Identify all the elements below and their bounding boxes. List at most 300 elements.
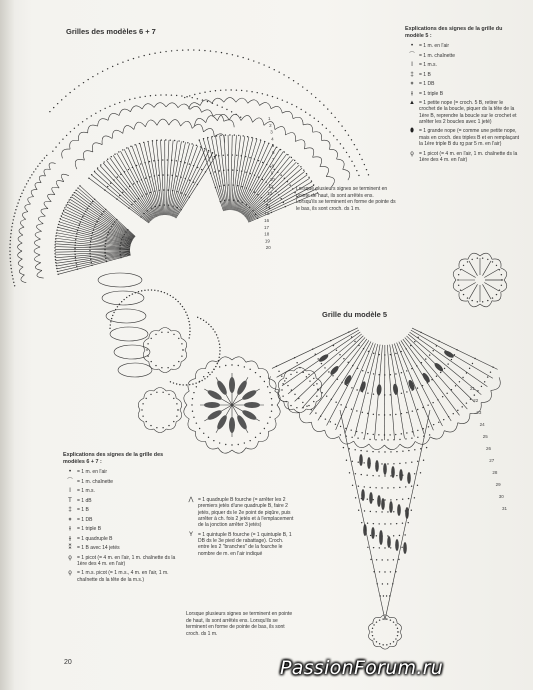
chain-dot: [44, 157, 45, 158]
chain-dot: [501, 285, 502, 286]
chain-dot: [146, 349, 147, 350]
chain-loop: [303, 124, 313, 132]
chain-dot: [159, 190, 160, 191]
chain-dot: [282, 99, 283, 100]
chain-dot: [481, 386, 482, 387]
chain-dot: [13, 219, 14, 220]
chain-loop: [229, 114, 241, 120]
chain-dot: [225, 89, 226, 90]
chain-loop: [299, 413, 311, 423]
chain-dot: [145, 96, 146, 97]
stitch-stroke: [228, 135, 230, 210]
chain-dot: [324, 367, 325, 368]
chain-dot: [249, 440, 250, 441]
chain-dot: [284, 178, 285, 179]
chain-loop: [44, 201, 51, 208]
nope-fill: [359, 381, 367, 393]
chain-dot: [204, 92, 205, 93]
chain-dot: [11, 271, 12, 272]
chain-dot: [272, 96, 273, 97]
nope-fill: [369, 492, 373, 504]
chain-dot: [144, 290, 145, 291]
chain-dot: [373, 373, 374, 374]
chain-dot: [75, 257, 76, 258]
chain-dot: [228, 184, 229, 185]
chain-dot: [174, 140, 175, 141]
chain-dot: [138, 198, 139, 199]
chain-dot: [340, 143, 341, 144]
chain-dot: [393, 621, 394, 622]
chain-dot: [180, 176, 181, 177]
chain-loop: [61, 174, 68, 181]
chain-loop: [52, 187, 59, 194]
chain-dot: [229, 134, 230, 135]
chain-dot: [122, 236, 123, 237]
chain-dot: [116, 219, 117, 220]
chain-dot: [329, 131, 330, 132]
chain-loop: [144, 422, 154, 430]
legend-model-5-heading: Explications des signes de la grille du modèle 5 :: [405, 26, 503, 39]
chain-dot: [111, 226, 112, 227]
chain-dot: [213, 369, 214, 370]
chain-dot: [283, 74, 284, 75]
chain-dot: [210, 50, 211, 51]
chain-dot: [172, 190, 173, 191]
chain-dot: [225, 365, 226, 366]
chain-dot: [218, 340, 219, 341]
chain-dot: [208, 372, 209, 373]
row-number: 20: [265, 245, 271, 251]
chain-loop: [304, 148, 313, 158]
chain-dot: [110, 321, 111, 322]
chain-dot: [121, 239, 122, 240]
chain-dot: [313, 401, 314, 402]
chain-dot: [189, 334, 190, 335]
chain-dot: [149, 176, 150, 177]
chain-dot: [78, 85, 79, 86]
chain-dot: [86, 118, 87, 119]
chain-loop: [130, 106, 142, 112]
chain-dot: [376, 559, 377, 560]
chain-dot: [241, 186, 242, 187]
chain-dot: [61, 215, 62, 216]
chain-dot: [106, 237, 107, 238]
chain-dot: [359, 154, 360, 155]
chain-dot: [101, 213, 102, 214]
chain-dot: [271, 398, 272, 399]
chain-dot: [171, 160, 172, 161]
chain-dot: [189, 327, 190, 328]
chain-dot: [366, 450, 367, 451]
chain-dot: [184, 97, 185, 98]
chain-dot: [91, 174, 92, 175]
stitch-stroke: [89, 178, 149, 223]
chain-dot: [390, 547, 391, 548]
chain-loop: [28, 197, 34, 204]
chain-dot: [49, 111, 50, 112]
stitch-stroke: [405, 338, 468, 409]
chain-dot: [193, 165, 194, 166]
chain-dot: [204, 50, 205, 51]
chain-dot: [284, 151, 285, 152]
legend-item-text: = 1 picot (= 4 m. en l'air, 1 m. chaînette ds la 1ère des 4 m. en l'air): [419, 150, 518, 163]
chain-dot: [118, 151, 119, 152]
chain-dot: [176, 50, 177, 51]
chain-dot: [162, 427, 163, 428]
chain-dot: [390, 414, 391, 415]
chain-dot: [196, 145, 197, 146]
chain-loop: [282, 111, 293, 118]
legend-item-text: = 1 petite nope (= croch. 5 B, retirer le crochet de la boucle, piquer ds la tête de la 1ère B, reprendre la boucle sur le crochet et arrêter les 2 boucles avec 1 jeté): [419, 100, 517, 125]
chain-loop: [98, 119, 108, 126]
chain-dot: [15, 209, 16, 210]
chain-dot: [87, 79, 88, 80]
chain-dot: [384, 451, 385, 452]
chain-dot: [373, 414, 374, 415]
chain-dot: [82, 121, 83, 122]
chain-dot: [309, 114, 310, 115]
chain-dot: [56, 268, 57, 269]
chain-dot: [176, 175, 177, 176]
chain-dot: [282, 395, 283, 396]
chain-dot: [9, 243, 10, 244]
chain-dot: [285, 206, 286, 207]
chain-dot: [178, 140, 179, 141]
chain-dot: [251, 91, 252, 92]
chain-dot: [351, 161, 352, 162]
chain-dot: [188, 321, 189, 322]
chain-dot: [362, 412, 363, 413]
chain-loop: [159, 327, 171, 330]
chain-dot: [192, 383, 193, 384]
chain-loop: [118, 363, 152, 377]
chain-dot: [46, 155, 47, 156]
chain-loop: [36, 224, 43, 232]
legend-item: [405, 128, 520, 147]
stitch-symbol-icon: ϙ: [410, 150, 414, 157]
chain-loop: [369, 444, 384, 450]
chain-dot: [77, 268, 78, 269]
nope-fill: [343, 374, 353, 386]
chain-loop: [134, 122, 145, 129]
chain-dot: [356, 149, 357, 150]
chain-dot: [119, 102, 120, 103]
chain-dot: [232, 54, 233, 55]
chain-dot: [315, 412, 316, 413]
chain-dot: [81, 219, 82, 220]
stitch-stroke: [385, 410, 430, 620]
legend-item-text: = 1 dB: [77, 497, 92, 504]
chain-dot: [242, 57, 243, 58]
chain-dot: [134, 201, 135, 202]
chain-loop: [22, 212, 28, 220]
chain-loop: [293, 117, 303, 125]
chain-dot: [417, 409, 418, 410]
chain-dot: [258, 160, 259, 161]
chain-dot: [256, 138, 257, 139]
chain-dot: [299, 367, 300, 368]
chain-loop: [232, 357, 246, 362]
chain-dot: [9, 250, 10, 251]
chain-dot: [255, 437, 256, 438]
chain-dot: [117, 64, 118, 65]
chain-dot: [129, 186, 130, 187]
chain-dot: [97, 167, 98, 168]
chain-dot: [76, 236, 77, 237]
chain-dot: [181, 95, 182, 96]
nope-fill: [389, 501, 393, 513]
chain-dot: [300, 166, 301, 167]
chain-dot: [148, 289, 149, 290]
chain-dot: [313, 378, 314, 379]
stitch-symbol-icon: ▲: [409, 100, 415, 107]
chain-dot: [224, 185, 225, 186]
chain-dot: [94, 171, 95, 172]
chain-dot: [231, 364, 232, 365]
chain-dot: [78, 227, 79, 228]
chain-dot: [104, 108, 105, 109]
chain-dot: [373, 353, 374, 354]
chain-dot: [260, 433, 261, 434]
chain-dot: [108, 231, 109, 232]
chain-dot: [157, 290, 158, 291]
stitch-symbol-icon: Y: [188, 531, 193, 538]
chain-loop: [44, 169, 50, 176]
chain-dot: [11, 226, 12, 227]
chain-dot: [399, 439, 400, 440]
chain-dot: [278, 72, 279, 73]
chain-dot: [442, 396, 443, 397]
chain-dot: [136, 165, 137, 166]
chain-loop: [119, 109, 130, 115]
chain-dot: [12, 223, 13, 224]
chain-dot: [314, 117, 315, 118]
chain-dot: [151, 361, 152, 362]
chain-dot: [275, 191, 276, 192]
chain-loop: [232, 448, 246, 453]
chain-dot: [217, 363, 218, 364]
chain-dot: [74, 245, 75, 246]
chain-dot: [249, 207, 250, 208]
chain-dot: [158, 160, 159, 161]
chain-dot: [318, 121, 319, 122]
chain-dot: [325, 418, 326, 419]
chain-dot: [247, 136, 248, 137]
chain-dot: [167, 332, 168, 333]
chain-loop: [35, 231, 42, 239]
chain-dot: [150, 394, 151, 395]
chain-dot: [232, 154, 233, 155]
chain-dot: [234, 134, 235, 135]
chain-dot: [231, 111, 232, 112]
nope-fill: [443, 349, 455, 359]
chain-loop: [369, 623, 373, 632]
chain-dot: [215, 366, 216, 367]
chain-dot: [75, 190, 76, 191]
chain-dot: [151, 289, 152, 290]
chain-loop: [106, 309, 146, 323]
chain-dot: [196, 422, 197, 423]
chain-dot: [220, 90, 221, 91]
chain-dot: [193, 417, 194, 418]
nope-fill: [367, 457, 371, 469]
legend-item: [405, 100, 520, 125]
chain-loop: [38, 216, 45, 224]
legend-item-text: = 1 m.s.: [419, 62, 437, 69]
row-number: 8: [271, 163, 274, 169]
chain-loop: [149, 331, 159, 339]
chain-dot: [135, 292, 136, 293]
chain-dot: [286, 378, 287, 379]
chain-dot: [260, 139, 261, 140]
chain-loop: [206, 361, 219, 369]
chain-dot: [411, 437, 412, 438]
chain-dot: [384, 499, 385, 500]
chain-dot: [276, 147, 277, 148]
chain-dot: [154, 175, 155, 176]
chain-dot: [372, 628, 373, 629]
chain-dot: [237, 170, 238, 171]
chain-dot: [199, 139, 200, 140]
chain-dot: [31, 174, 32, 175]
chain-dot: [69, 92, 70, 93]
chain-dot: [195, 382, 196, 383]
stitch-stroke: [176, 155, 217, 218]
chain-dot: [333, 135, 334, 136]
chain-dot: [216, 135, 217, 136]
chain-loop: [246, 441, 259, 449]
chain-dot: [183, 141, 184, 142]
chain-dot: [351, 387, 352, 388]
chain-dot: [367, 547, 368, 548]
chain-dot: [107, 186, 108, 187]
chain-dot: [384, 547, 385, 548]
chain-dot: [396, 451, 397, 452]
row-number: 14: [265, 204, 271, 210]
chain-dot: [290, 405, 291, 406]
stitch-stroke: [224, 135, 229, 210]
chain-dot: [444, 368, 445, 369]
stitch-symbol-icon: ⌒: [66, 478, 73, 485]
chain-dot: [288, 77, 289, 78]
chain-dot: [219, 442, 220, 443]
chain-dot: [165, 139, 166, 140]
chain-dot: [255, 372, 256, 373]
chain-dot: [254, 158, 255, 159]
chain-dot: [397, 635, 398, 636]
chain-dot: [59, 221, 60, 222]
chain-loop: [369, 632, 373, 641]
chain-loop: [311, 422, 324, 431]
chain-dot: [469, 368, 470, 369]
legend-item-text: = 1 quintuple B fourche (= 1 quintuple B, 1 DB ds le 3e pied de rabattage). Croch. entre les 2 "branches" de la fourche le nombre de m. en l'air indiqué: [198, 531, 292, 557]
chain-dot: [182, 306, 183, 307]
chain-loop: [203, 128, 214, 136]
chain-dot: [289, 185, 290, 186]
chain-dot: [58, 224, 59, 225]
chain-loop: [142, 104, 154, 109]
stitch-symbol-icon: •: [410, 43, 414, 50]
chain-dot: [267, 422, 268, 423]
chain-dot: [204, 148, 205, 149]
chain-dot: [379, 643, 380, 644]
chain-dot: [111, 318, 112, 319]
chain-dot: [104, 246, 105, 247]
chain-dot: [472, 363, 473, 364]
chain-dot: [361, 522, 362, 523]
row-number: 16: [264, 218, 270, 223]
chain-dot: [92, 201, 93, 202]
stitch-symbol-icon: ⧧: [410, 81, 414, 88]
chain-dot: [160, 94, 161, 95]
chain-dot: [176, 160, 177, 161]
chain-dot: [387, 463, 388, 464]
chain-dot: [206, 322, 207, 323]
chain-loop: [37, 270, 44, 278]
chain-dot: [120, 242, 121, 243]
chain-dot: [75, 239, 76, 240]
chain-dot: [109, 229, 110, 230]
chain-dot: [352, 485, 353, 486]
chain-dot: [124, 234, 125, 235]
chain-dot: [412, 410, 413, 411]
chain-dot: [90, 244, 91, 245]
legend-item-text: = 1 picot (= 4 m. en l'air, 1 m. chaînette ds la 1ère des 4 m. en l'air): [77, 554, 176, 567]
chain-dot: [425, 358, 426, 359]
nope-fill: [387, 536, 391, 548]
chain-dot: [257, 194, 258, 195]
chain-dot: [216, 334, 217, 335]
chain-dot: [216, 154, 217, 155]
chain-dot: [293, 80, 294, 81]
chain-dot: [217, 337, 218, 338]
chain-dot: [176, 95, 177, 96]
chain-dot: [390, 643, 391, 644]
chain-dot: [215, 90, 216, 91]
chain-dot: [414, 473, 415, 474]
chain-dot: [396, 523, 397, 524]
chain-dot: [128, 169, 129, 170]
chain-dot: [12, 278, 13, 279]
chain-loop: [159, 369, 171, 372]
stitch-stroke: [100, 166, 151, 221]
chain-dot: [97, 73, 98, 74]
chain-dot: [309, 380, 310, 381]
chain-dot: [228, 199, 229, 200]
chain-dot: [186, 315, 187, 316]
chain-dot: [373, 547, 374, 548]
chain-dot: [368, 174, 369, 175]
stitch-stroke: [71, 197, 133, 239]
chain-dot: [181, 355, 182, 356]
chain-loop: [78, 132, 87, 140]
chain-dot: [55, 238, 56, 239]
chain-dot: [487, 376, 488, 377]
chain-dot: [383, 595, 384, 596]
chain-dot: [315, 97, 316, 98]
chain-dot: [287, 181, 288, 182]
chain-dot: [417, 430, 418, 431]
chain-dot: [369, 487, 370, 488]
chain-dot: [376, 511, 377, 512]
chain-dot: [62, 212, 63, 213]
chain-dot: [199, 93, 200, 94]
chain-dot: [106, 261, 107, 262]
chain-dot: [321, 392, 322, 393]
chain-dot: [253, 60, 254, 61]
chain-loop: [171, 362, 181, 370]
chain-loop: [397, 623, 401, 632]
